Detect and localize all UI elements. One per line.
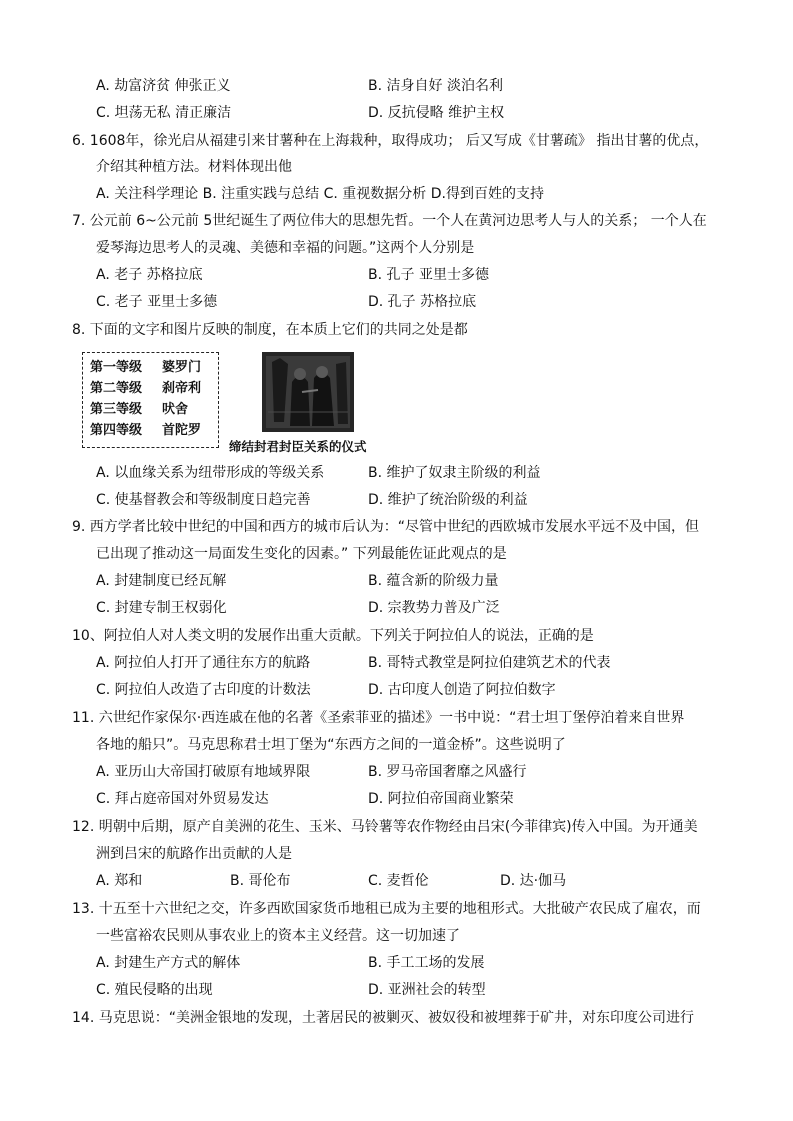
q6-stem-line1: 6. 1608年，徐光启从福建引来甘薯种在上海栽种，取得成功； 后又写成《甘薯疏》 指出甘薯的优点， [72, 133, 709, 149]
q8-stem: 8. 下面的文字和图片反映的制度，在本质上它们的共同之处是都 [72, 322, 468, 338]
q10-stem: 10、阿拉伯人对人类文明的发展作出重大贡献。下列关于阿拉伯人的说法，正确的是 [72, 628, 594, 644]
q6-options: A. 关注科学理论 B. 注重实践与总结 C. 重视数据分析 D.得到百姓的支持 [96, 186, 544, 202]
q14-stem-line1: 14. 马克思说：“美洲金银地的发现，土著居民的被剿灭、被奴役和被埋葬于矿井，对东印度公司进行 [72, 1010, 694, 1026]
q13-option-b: B. 手工工场的发展 [368, 955, 485, 971]
q12-stem-line1: 12. 明朝中后期，原产自美洲的花生、玉米、马铃薯等农作物经由吕宋(今菲律宾)传入中国。为开通美 [72, 819, 698, 835]
caste-row [90, 357, 218, 378]
q9-option-c: C. 封建专制王权弱化 [96, 600, 227, 616]
q7-option-b: B. 孔子 亚里士多德 [368, 267, 489, 283]
q11-option-c: C. 拜占庭帝国对外贸易发达 [96, 791, 269, 807]
q5-option-d: D. 反抗侵略 维护主权 [368, 105, 505, 121]
q8-option-d: D. 维护了统治阶级的利益 [368, 492, 528, 508]
caste-level: 第一等级 [90, 360, 143, 375]
caste-name: 首陀罗 [162, 423, 202, 438]
q10-option-d: D. 古印度人创造了阿拉伯数字 [368, 682, 556, 698]
q5-option-a: A. 劫富济贫 伸张正义 [96, 78, 231, 94]
q5-option-b: B. 洁身自好 淡泊名利 [368, 78, 503, 94]
q9-option-b: B. 蕴含新的阶级力量 [368, 573, 499, 589]
q5-option-c: C. 坦荡无私 清正廉洁 [96, 105, 232, 121]
q9-stem-line2: 已出现了推动这一局面发生变化的因素。” 下列最能佐证此观点的是 [96, 546, 507, 562]
q13-option-c: C. 殖民侵略的出现 [96, 982, 213, 998]
q13-stem-line1: 13. 十五至十六世纪之交，许多西欧国家货币地租已成为主要的地租形式。大批破产农民成了雇农，而 [72, 901, 701, 917]
q12-option-c: C. 麦哲伦 [368, 873, 429, 889]
q7-option-c: C. 老子 亚里士多德 [96, 294, 218, 310]
q10-option-c: C. 阿拉伯人改造了古印度的计数法 [96, 682, 311, 698]
q11-stem-line1: 11. 六世纪作家保尔·西连戚在他的名著《圣索菲亚的描述》一书中说：“君士坦丁堡停泊着来自世界 [72, 710, 685, 726]
caste-row [90, 378, 218, 399]
q11-option-b: B. 罗马帝国奢靡之风盛行 [368, 764, 527, 780]
q9-option-a: A. 封建制度已经瓦解 [96, 573, 227, 589]
q12-stem-line2: 洲到吕宋的航路作出贡献的人是 [96, 846, 292, 862]
q13-option-a: A. 封建生产方式的解体 [96, 955, 241, 971]
caste-row [90, 420, 218, 441]
caste-level: 第四等级 [90, 423, 143, 438]
q12-option-d: D. 达·伽马 [500, 873, 567, 889]
q11-stem-line2: 各地的船只”。马克思称君士坦丁堡为“东西方之间的一道金桥”。这些说明了 [96, 737, 566, 753]
caste-name: 刹帝利 [162, 381, 202, 396]
q10-option-a: A. 阿拉伯人打开了通往东方的航路 [96, 655, 311, 671]
caste-name: 吠舍 [162, 402, 189, 417]
caste-level: 第三等级 [90, 402, 143, 417]
caste-level: 第二等级 [90, 381, 143, 396]
vassal-ceremony-photo [262, 352, 354, 432]
q11-option-a: A. 亚历山大帝国打破原有地域界限 [96, 764, 311, 780]
caste-level-box [82, 352, 219, 448]
caste-name: 婆罗门 [162, 360, 202, 375]
q9-option-d: D. 宗教势力普及广泛 [368, 600, 500, 616]
q7-option-a: A. 老子 苏格拉底 [96, 267, 203, 283]
q7-option-d: D. 孔子 苏格拉底 [368, 294, 477, 310]
photo-caption: 缔结封君封臣关系的仪式 [229, 439, 367, 454]
q13-stem-line2: 一些富裕农民则从事农业上的资本主义经营。这一切加速了 [96, 928, 460, 944]
q8-option-c: C. 使基督教会和等级制度日趋完善 [96, 492, 311, 508]
q7-stem-line2: 爱琴海边思考人的灵魂、美德和幸福的问题。”这两个人分别是 [96, 240, 475, 256]
q10-option-b: B. 哥特式教堂是阿拉伯建筑艺术的代表 [368, 655, 611, 671]
q8-option-a: A. 以血缘关系为纽带形成的等级关系 [96, 465, 325, 481]
q7-stem-line1: 7. 公元前 6~公元前 5世纪诞生了两位伟大的思想先哲。一个人在黄河边思考人与人的关系； 一个人在 [72, 213, 707, 229]
q9-stem-line1: 9. 西方学者比较中世纪的中国和西方的城市后认为：“尽管中世纪的西欧城市发展水平远不及中国，但 [72, 519, 700, 535]
q12-option-a: A. 郑和 [96, 873, 143, 889]
q13-option-d: D. 亚洲社会的转型 [368, 982, 486, 998]
q11-option-d: D. 阿拉伯帝国商业繁荣 [368, 791, 514, 807]
q6-stem-line2: 介绍其种植方法。材料体现出他 [96, 159, 292, 175]
caste-row [90, 399, 218, 420]
q12-option-b: B. 哥伦布 [230, 873, 291, 889]
q8-option-b: B. 维护了奴隶主阶级的利益 [368, 465, 541, 481]
